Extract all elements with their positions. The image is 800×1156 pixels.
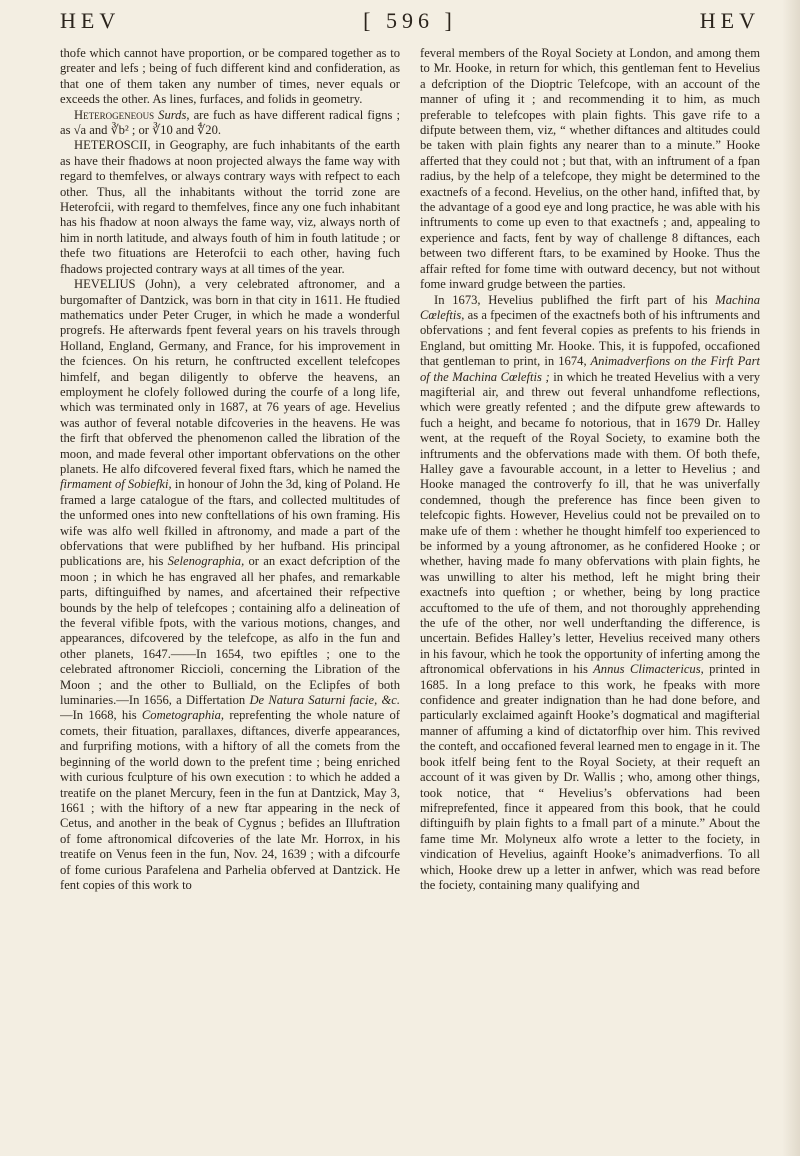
italic-title: Cometographia, bbox=[136, 708, 225, 723]
entry-heterogeneous-surds bbox=[60, 108, 400, 139]
entry-body: or an exact defcription of the moon ; in which he has engraved all her phafes, and remarkable parts, diftinguifhed by names, and afcertained their refpective bounds by the help of telefcopes ; containing alfo a delineation of the feveral vifible fpots, with the various motions, changes, and appearances, difcovered by the telefcope, as alfo in the fun and other planets, 1647.——In 1654, two epiftles ; one to the celebrated aftronomer Riccioli, concerning the Libration of the Moon ; and the other to Bulliald, on the Eclipfes of both luminaries.—In 1656, a Differtation bbox=[60, 554, 400, 708]
entry-body: are fuch as have different radical figns ; as √a and ∛b² ; or ∛10 and ∜20. bbox=[60, 107, 400, 138]
paragraph-text: in which he treated Hevelius with a very magifterial air, and threw out feveral unhandfome reflections, which were greatly refented ; and the difpute grew aftewards to fuch a height, and became fo notorious, that in 1679 Dr. Halley went, at the requeft of the Royal Society, to examine both the inftruments and the obfervations made with them. Of both thefe, Halley gave a favourable account, in a letter to Hevelius ; and Hooke managed the controverfy fo ill, that he was univerfally condemned, though the preference has fince been given to telefcopic fights. However, Hevelius could not be prevailed on to make ufe of them : whether he thought himfelf too experienced to be informed by a young aftronomer, as he confidered Hooke ; or whether, having made fo many obfervations with plain fights, he was unwilling to alter his method, left he might bring their exactnefs into queftion ; or whether, being by long practice accuftomed to the ufe of them, and not thoroughly apprehending the ufe of the other, nor well underftanding the difference, is uncertain. Befides Halley’s letter, Hevelius received many others in his favour, which he took the opportunity of inferting among the aftronomical obfervations in his bbox=[420, 369, 760, 677]
italic-title: Selenographia, bbox=[163, 554, 245, 569]
entry-term: HEVELIUS (John), bbox=[74, 277, 181, 292]
entry-body: reprefenting the whole nature of comets, their fituation, parallaxes, diftances, diverfe appearances, and furprifing motions, with a hiftory of all the comets from the beginning of the world down to the prefent time ; being enriched with curious fculpture of his own execution : to which he added a treatife on the planet Mercury, feen in the fun at Dantzick, May 3, 1661 ; with the hiftory of a new ftar appearing in the neck of Cetus, and another in the beak of Cygnus ; befides an Illuftration of fome aftronomical difcoveries of the late Mr. Horrox, in his treatife on Venus feen in the fun, Nov. 24, 1639 ; with a difcourfe of fome curious Parafelena and Parhelia obferved at Dantzick. He fent copies of this work to bbox=[60, 708, 400, 892]
running-header bbox=[60, 8, 760, 42]
header-right: HEV bbox=[699, 8, 760, 33]
italic-title: Annus Climactericus, bbox=[587, 662, 704, 677]
heterogeneous-continuation: thofe which cannot have proportion, or be compared together as to greater and lefs ; being of fuch different kind and confideration, as that one of them taken any number of times, never equals or exceeds the other. As lines, furfaces, and folids in geometry. bbox=[60, 46, 400, 107]
italic-title: De Natura Saturni facie, &c. bbox=[245, 693, 400, 708]
paragraph-text: In 1673, Hevelius publifhed the firft part of his bbox=[434, 292, 708, 307]
hevelius-paragraph bbox=[420, 293, 760, 894]
header-left: HEV bbox=[60, 8, 121, 33]
entry-body: in honour of John the 3d, king of Poland. He framed a large catalogue of the ftars, and collected multitudes of the unformed ones into new conftellations of his own framing. His wife was alfo well fkilled in aftronomy, and made a part of the obfervations that were publifhed by her hufband. His principal publications are, his bbox=[60, 477, 400, 569]
entry-term-italic: Surds, bbox=[158, 107, 190, 122]
italic-title: firmament of Sobiefki, bbox=[60, 477, 172, 492]
entry-hevelius bbox=[60, 277, 400, 893]
entry-term: HETEROSCII, bbox=[74, 138, 151, 153]
entry-body: a very celebrated aftronomer, and a burgomafter of Dantzick, was born in that city in 1611. He ftudied mathematics under Peter Cruger, in which he made a wonderful progrefs. He afterwards fpent feveral years on his travels through Holland, England, Germany, and France, for his improvement in the fciences. On his return, he conftructed excellent telefcopes himfelf, and began diligently to obferve the heavens, an employment he clofely followed during the courfe of a long life, which was terminated only in 1687, at 76 years of age. Hevelius was author of feveral notable difcoveries in the heavens. He was the firft that obferved the phenomenon called the libration of the moon, and made feveral other important obfervations on the other planets. He alfo difcovered feveral fixed ftars, which he named the bbox=[60, 277, 400, 476]
entry-term: Heterogeneous bbox=[74, 107, 155, 122]
paragraph-text: printed in 1685. In a long preface to this work, he fpeaks with more confidence and greater indignation than he had done before, and particularly exclaimed againft Hooke’s dogmatical and magifterial manner of affuming a kind of dictatorfhip over him. This revived the conteft, and occafioned feveral learned men to engage in it. The book itfelf being fent to the Royal Society, at their requeft an account of it was given by Dr. Wallis ; who, among other things, took notice, that “ Hevelius’s obfervations had been mifreprefented, fince it appeared from this book, that he could diftinguifh by plain fights to a fmall part of a minute.” About the fame time Mr. Molyneux alfo wrote a letter to the fociety, in vindication of Hevelius, againft Hooke’s animadverfions. To all which, Hooke drew up a letter in anfwer, which was read before the fociety, containing many qualifying and bbox=[420, 662, 760, 892]
right-column bbox=[420, 46, 760, 1146]
hevelius-continuation: feveral members of the Royal Society at London, and among them to Mr. Hooke, in return for which, this gentleman fent to Hevelius a defcription of the Dioptric Telefcope, with an account of the manner of ufing it ; and recommending it to him, as much preferable to telefcopes with plain fights. This gave rife to a difpute between them, viz, “ whether diftances and altitudes could be taken with plain fights any nearer than to a minute.” Hooke afferted that they could not ; but that, with an inftrument of a fpan radius, by the help of a telefcope, they might be determined to the exactnefs of a fecond. Hevelius, on the other hand, infifted that, by the advantage of a good eye and long practice, he was able with his inftruments to come up even to that exactnefs ; and, appealing to experience and facts, fent by way of challenge 8 diftances, each between two different ftars, to be examined by Hooke. Thus the affair refted for fome time with outward decency, but not without fome inward grudge between the parties. bbox=[420, 46, 760, 292]
entry-body: —In 1668, his bbox=[60, 708, 137, 723]
italic-title: Animadverfions on the Firft Part of the Machina Cœleftis ; bbox=[420, 354, 760, 384]
page-edge-shadow bbox=[782, 0, 800, 1156]
paragraph-text: as a fpecimen of the exactnefs both of his inftruments and obfervations ; and fent feveral copies as prefents to his friends in England, but omitting Mr. Hooke. This, it is fuppofed, occafioned that gentleman to print, in 1674, bbox=[420, 307, 760, 369]
italic-title: Machina Cœleftis, bbox=[420, 292, 760, 322]
left-column bbox=[60, 46, 400, 1146]
entry-heteroscii bbox=[60, 138, 400, 277]
entry-body: in Geography, are fuch inhabitants of the earth as have their fhadows at noon projected always the fame way with regard to themfelves, or always contrary ways with refpect to each other. Thus, all the inhabitants without the torrid zone are Heterofcii, with regard to themfelves, fince any one fuch inhabitant has his fhadow at noon always the fame way, viz, always north of him in north latitude, and always fouth of him in fouth latitude ; or thefe two fituations are Heterofcii to each other, having fuch fhadows projected contrary ways at all times of the year. bbox=[60, 138, 400, 276]
page-number: [ 596 ] bbox=[363, 8, 457, 33]
